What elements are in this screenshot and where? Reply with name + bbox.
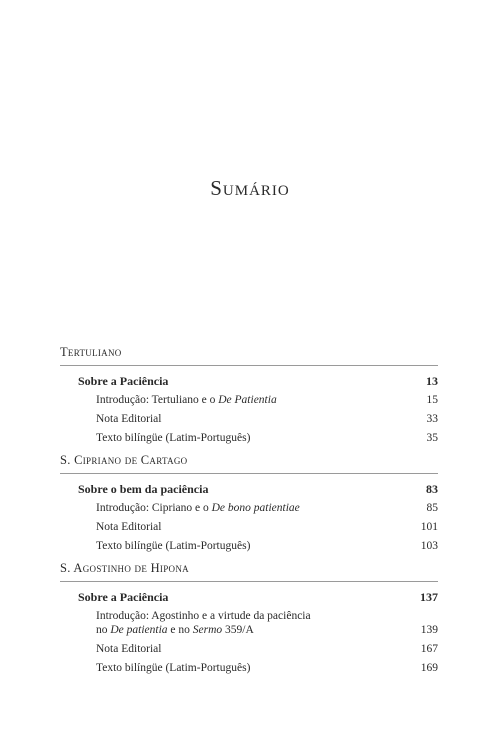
toc-entry[interactable] xyxy=(60,642,438,656)
entry-text: Nota Editorial xyxy=(96,521,162,533)
toc-section-cipriano xyxy=(60,453,438,553)
work-title: Sobre o bem da paciência xyxy=(78,482,209,496)
toc-entry[interactable] xyxy=(60,609,438,637)
work-title: Sobre a Paciência xyxy=(78,590,169,604)
divider xyxy=(60,473,438,474)
entry-text: Nota Editorial xyxy=(96,413,162,425)
entry-text: Introdução: Cipriano e o xyxy=(96,502,212,514)
entry-text: Texto bilíngüe (Latim-Português) xyxy=(96,540,251,552)
entry-italic-text: De patientia xyxy=(110,624,168,636)
entry-italic-text: De Patientia xyxy=(218,394,277,406)
page-title: Sumário xyxy=(210,176,290,200)
author-heading: Tertuliano xyxy=(60,345,122,359)
page-number: 139 xyxy=(420,624,438,636)
table-of-contents xyxy=(60,345,438,683)
page-number: 83 xyxy=(426,482,438,496)
toc-work[interactable] xyxy=(60,372,438,390)
toc-section-agostinho xyxy=(60,561,438,675)
page-number: 35 xyxy=(426,432,438,444)
toc-work[interactable] xyxy=(60,588,438,606)
toc-entry[interactable] xyxy=(60,393,438,407)
author-heading: S. Cipriano de Cartago xyxy=(60,453,188,467)
entry-text: Texto bilíngüe (Latim-Português) xyxy=(96,662,251,674)
entry-italic-text: De bono patientiae xyxy=(211,502,300,514)
divider xyxy=(60,581,438,582)
toc-entry[interactable] xyxy=(60,431,438,445)
entry-italic-text: Sermo xyxy=(192,624,223,636)
page-number: 101 xyxy=(420,521,438,533)
page-number: 137 xyxy=(420,590,438,604)
page-number: 85 xyxy=(426,502,438,514)
toc-entry[interactable] xyxy=(60,539,438,553)
entry-text: Introdução: Agostinho e a virtude da paciência xyxy=(96,610,311,622)
entry-text: no xyxy=(96,624,111,636)
page-number: 169 xyxy=(420,662,438,674)
entry-text: Introdução: Tertuliano e o xyxy=(96,394,219,406)
page-number: 13 xyxy=(426,374,438,388)
toc-entry[interactable] xyxy=(60,520,438,534)
toc-entry[interactable] xyxy=(60,501,438,515)
author-heading: S. Agostinho de Hipona xyxy=(60,561,189,575)
toc-entry[interactable] xyxy=(60,412,438,426)
toc-entry[interactable] xyxy=(60,661,438,675)
page-number: 33 xyxy=(426,413,438,425)
entry-text: 359/A xyxy=(222,624,254,636)
entry-text: Texto bilíngüe (Latim-Português) xyxy=(96,432,251,444)
page-number: 103 xyxy=(420,540,438,552)
work-title: Sobre a Paciência xyxy=(78,374,169,388)
entry-text: e no xyxy=(167,624,193,636)
toc-section-tertuliano xyxy=(60,345,438,445)
page-number: 167 xyxy=(420,643,438,655)
entry-text: Nota Editorial xyxy=(96,643,162,655)
divider xyxy=(60,365,438,366)
toc-work[interactable] xyxy=(60,480,438,498)
page-number: 15 xyxy=(426,394,438,406)
